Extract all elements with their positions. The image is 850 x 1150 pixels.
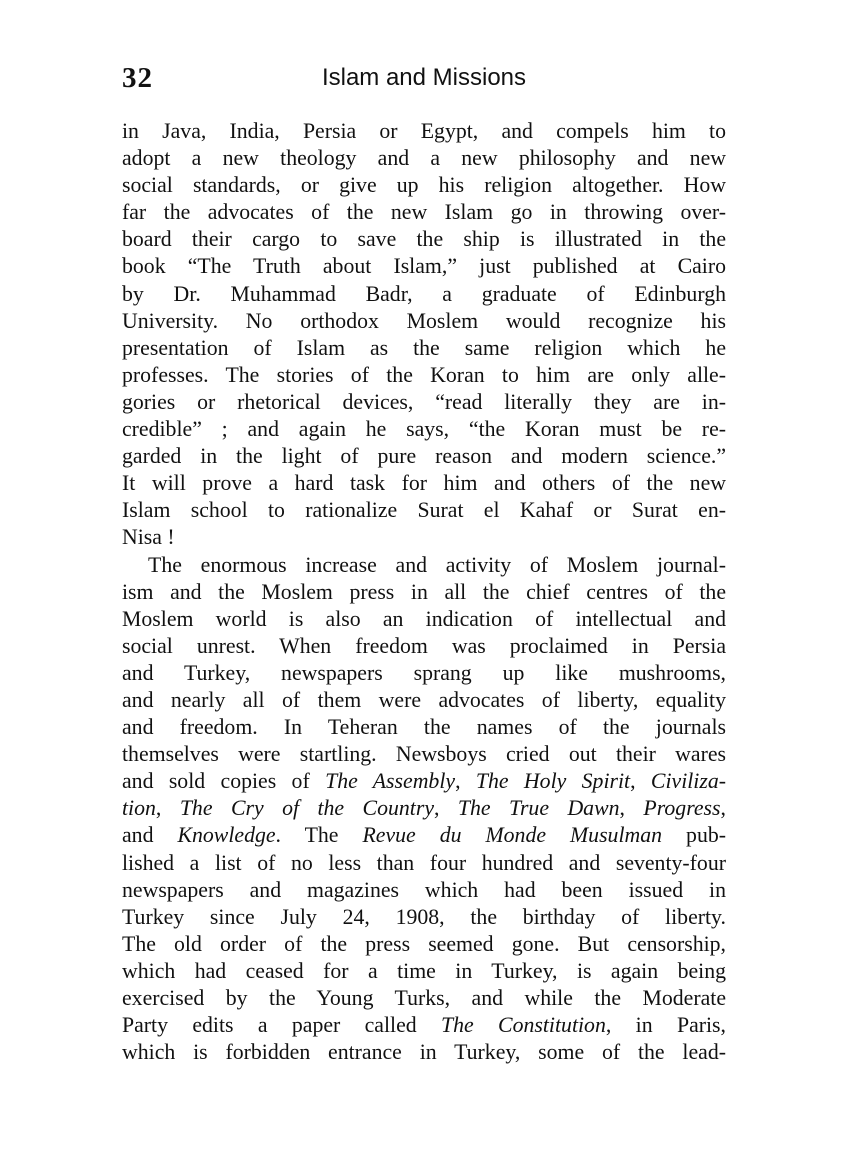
text-line: presentation of Islam as the same religion which he: [122, 335, 726, 360]
text-line: The enormous increase and activity of Moslem journal-: [148, 552, 726, 577]
text-line: garded in the light of pure reason and modern science.”: [122, 444, 726, 469]
text-line: social unrest. When freedom was proclaimed in Persia: [122, 633, 726, 658]
text-line: gories or rhetorical devices, “read literally they are in-: [122, 389, 726, 414]
text-line: Moslem world is also an indication of intellectual and: [122, 606, 726, 631]
text-line: and freedom. In Teheran the names of the journals: [122, 715, 726, 740]
text-line: Turkey since July 24, 1908, the birthday of liberty.: [122, 904, 726, 929]
text-line: Islam school to rationalize Surat el Kahaf or Surat en-: [122, 498, 726, 523]
text-line: by Dr. Muhammad Badr, a graduate of Edinburgh: [122, 281, 726, 306]
text-line: Party edits a paper called The Constitution, in Paris,: [122, 1013, 726, 1038]
text-line: lished a list of no less than four hundred and seventy-four: [122, 850, 726, 875]
text-line: newspapers and magazines which had been issued in: [122, 877, 726, 902]
text-line: and Knowledge. The Revue du Monde Musulman pub-: [122, 823, 727, 848]
running-head: [122, 62, 726, 98]
text-line: and sold copies of The Assembly, The Holy Spirit, Civiliza-: [122, 769, 726, 794]
text-line: Nisa !: [122, 525, 175, 550]
page-number: 32: [122, 62, 153, 94]
text-line: and Turkey, newspapers sprang up like mushrooms,: [122, 660, 726, 685]
running-title: Islam and Missions: [321, 64, 527, 91]
text-line: credible” ; and again he says, “the Koran must be re-: [122, 417, 726, 442]
body-text: [122, 118, 726, 1066]
text-line: It will prove a hard task for him and others of the new: [122, 471, 726, 496]
text-line: social standards, or give up his religion altogether. How: [122, 173, 726, 198]
text-line: ism and the Moslem press in all the chief centres of the: [122, 579, 726, 604]
text-line: which had ceased for a time in Turkey, is again being: [122, 958, 726, 983]
text-line: themselves were startling. Newsboys cried out their wares: [122, 742, 726, 767]
text-line: professes. The stories of the Koran to him are only alle-: [122, 362, 726, 387]
text-line: and nearly all of them were advocates of liberty, equality: [122, 687, 726, 712]
text-line: book “The Truth about Islam,” just published at Cairo: [122, 254, 726, 279]
text-line: adopt a new theology and a new philosophy and new: [122, 146, 726, 171]
text-line: The old order of the press seemed gone. But censorship,: [122, 931, 726, 956]
text-line: exercised by the Young Turks, and while the Moderate: [122, 986, 726, 1010]
text-line: board their cargo to save the ship is illustrated in the: [122, 227, 726, 252]
text-line: University. No orthodox Moslem would recognize his: [122, 308, 726, 333]
text-line: in Java, India, Persia or Egypt, and compels him to: [122, 119, 726, 143]
text-line: far the advocates of the new Islam go in throwing over-: [122, 200, 726, 225]
text-line: which is forbidden entrance in Turkey, some of the lead-: [122, 1040, 726, 1065]
text-line: tion, The Cry of the Country, The True Dawn, Progress,: [122, 796, 726, 821]
